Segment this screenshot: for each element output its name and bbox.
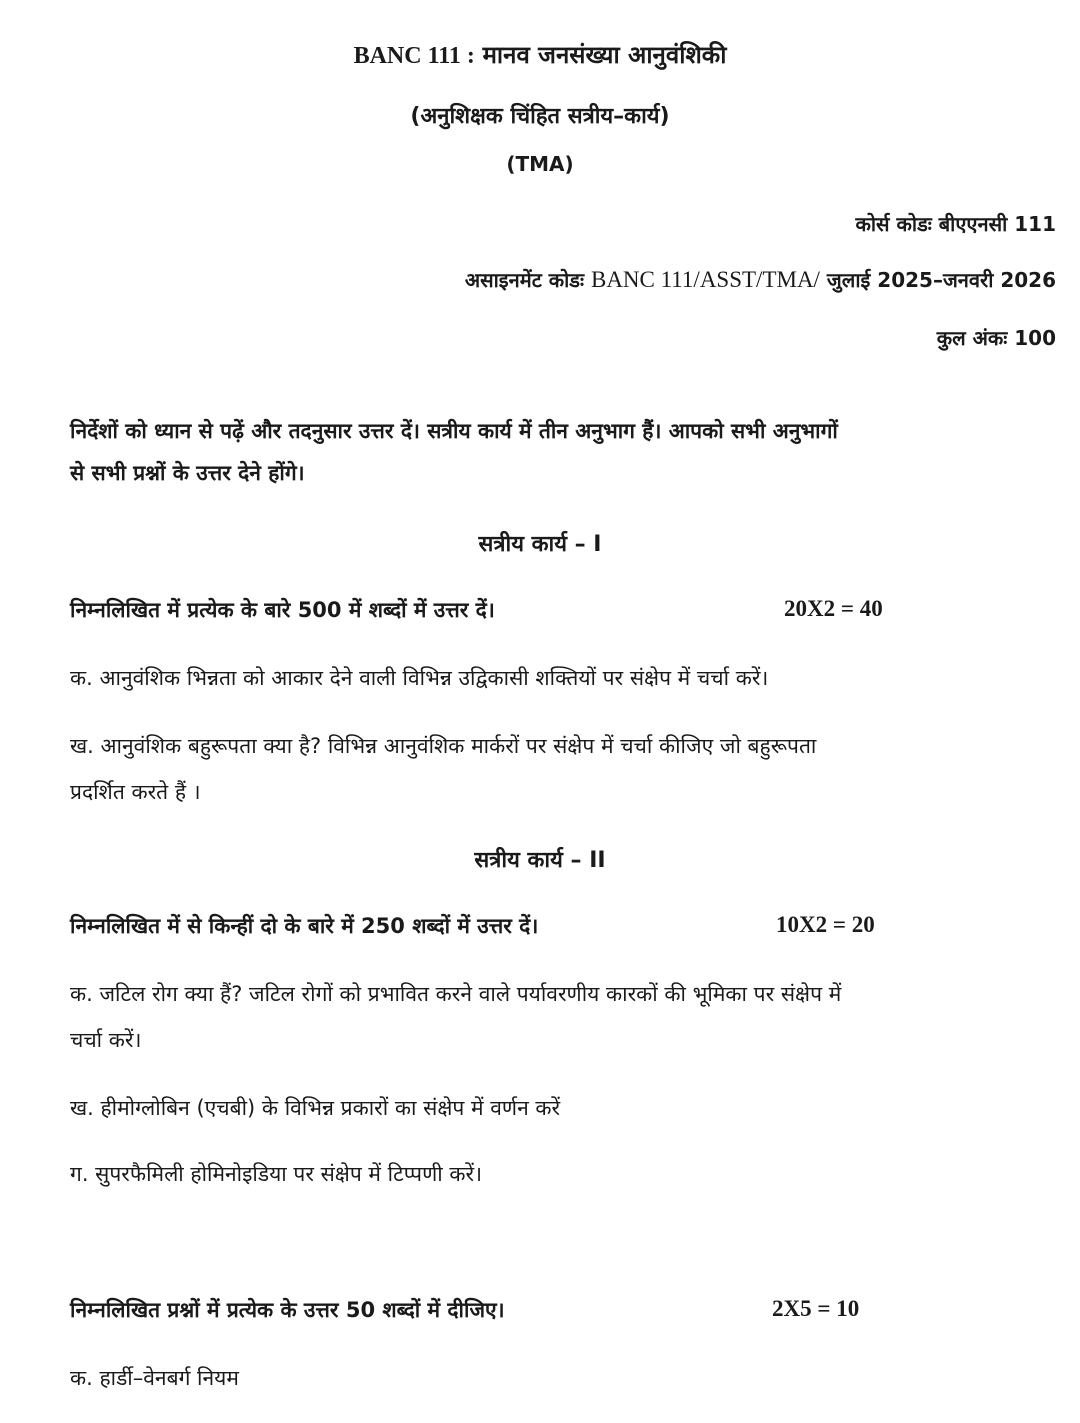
page-title xyxy=(0,38,1080,71)
section-1-question-b-line-1: ख. आनुवंशिक बहुरूपता क्या है? विभिन्न आनुवंशिक मार्करों पर संक्षेप में चर्चा कीजिए जो बहुरूपता xyxy=(70,734,817,758)
subtitle: (अनुशिक्षक चिंहित सत्रीय–कार्य) xyxy=(410,104,670,129)
section-2-marks: 10X2 = 20 xyxy=(776,912,875,937)
section-1-heading xyxy=(0,528,1080,558)
section-2-heading xyxy=(0,844,1080,874)
assignment-code-line xyxy=(465,266,1056,293)
course-title: मानव जनसंख्या आनुवंशिकी xyxy=(482,41,727,69)
section-2-question-c: ग. सुपरफैमिली होमिनोइडिया पर संक्षेप में टिप्पणी करें। xyxy=(70,1162,483,1186)
section-1-instruction: निम्नलिखित में प्रत्येक के बारे 500 में शब्दों में उत्तर दें। xyxy=(70,598,495,622)
section-2-question-b: ख. हीमोग्लोबिन (एचबी) के विभिन्न प्रकारों का संक्षेप में वर्णन करें xyxy=(70,1096,561,1120)
course-code-label: कोर्स कोडः बीएएनसी 111 xyxy=(855,212,1056,236)
section-2-heading-text: सत्रीय कार्य – II xyxy=(474,848,606,873)
total-marks: कुल अंकः 100 xyxy=(936,326,1056,350)
section-3-marks: 2X5 = 10 xyxy=(772,1296,860,1321)
section-2-question-a-line-2: चर्चा करें। xyxy=(70,1028,142,1052)
section-1-question-b-line-2: प्रदर्शित करते हैं । xyxy=(70,780,201,804)
section-1-question-a: क. आनुवंशिक भिन्नता को आकार देने वाली विभिन्न उद्विकासी शक्तियों पर संक्षेप में चर्चा करें। xyxy=(70,666,769,690)
assignment-label: असाइनमेंट कोडः xyxy=(464,268,585,292)
tma-label: (TMA) xyxy=(506,152,574,176)
instructions xyxy=(70,410,1040,494)
section-1-heading-text: सत्रीय कार्य – I xyxy=(478,532,602,557)
assignment-session: जुलाई 2025–जनवरी 2026 xyxy=(826,268,1056,292)
section-3-question-a: क. हार्डी–वेनबर्ग नियम xyxy=(70,1366,239,1390)
section-1-marks: 20X2 = 40 xyxy=(784,596,883,621)
section-2-question-a-line-1: क. जटिल रोग क्या हैं? जटिल रोगों को प्रभावित करने वाले पर्यावरणीय कारकों की भूमिका पर संक्षेप में xyxy=(70,982,842,1006)
course-code-en: BANC 111 : xyxy=(353,43,475,69)
instructions-line-1: निर्देशों को ध्यान से पढ़ें और तदनुसार उत्तर दें। सत्रीय कार्य में तीन अनुभाग हैं। आपको सभी अनुभागों xyxy=(70,419,838,443)
assignment-code: BANC 111/ASST/TMA/ xyxy=(590,267,820,292)
instructions-line-2: से सभी प्रश्नों के उत्तर देने होंगे। xyxy=(70,461,305,485)
section-2-instruction: निम्नलिखित में से किन्हीं दो के बारे में 250 शब्दों में उत्तर दें। xyxy=(70,914,539,938)
section-3-instruction: निम्नलिखित प्रश्नों में प्रत्येक के उत्तर 50 शब्दों में दीजिए। xyxy=(70,1298,505,1322)
